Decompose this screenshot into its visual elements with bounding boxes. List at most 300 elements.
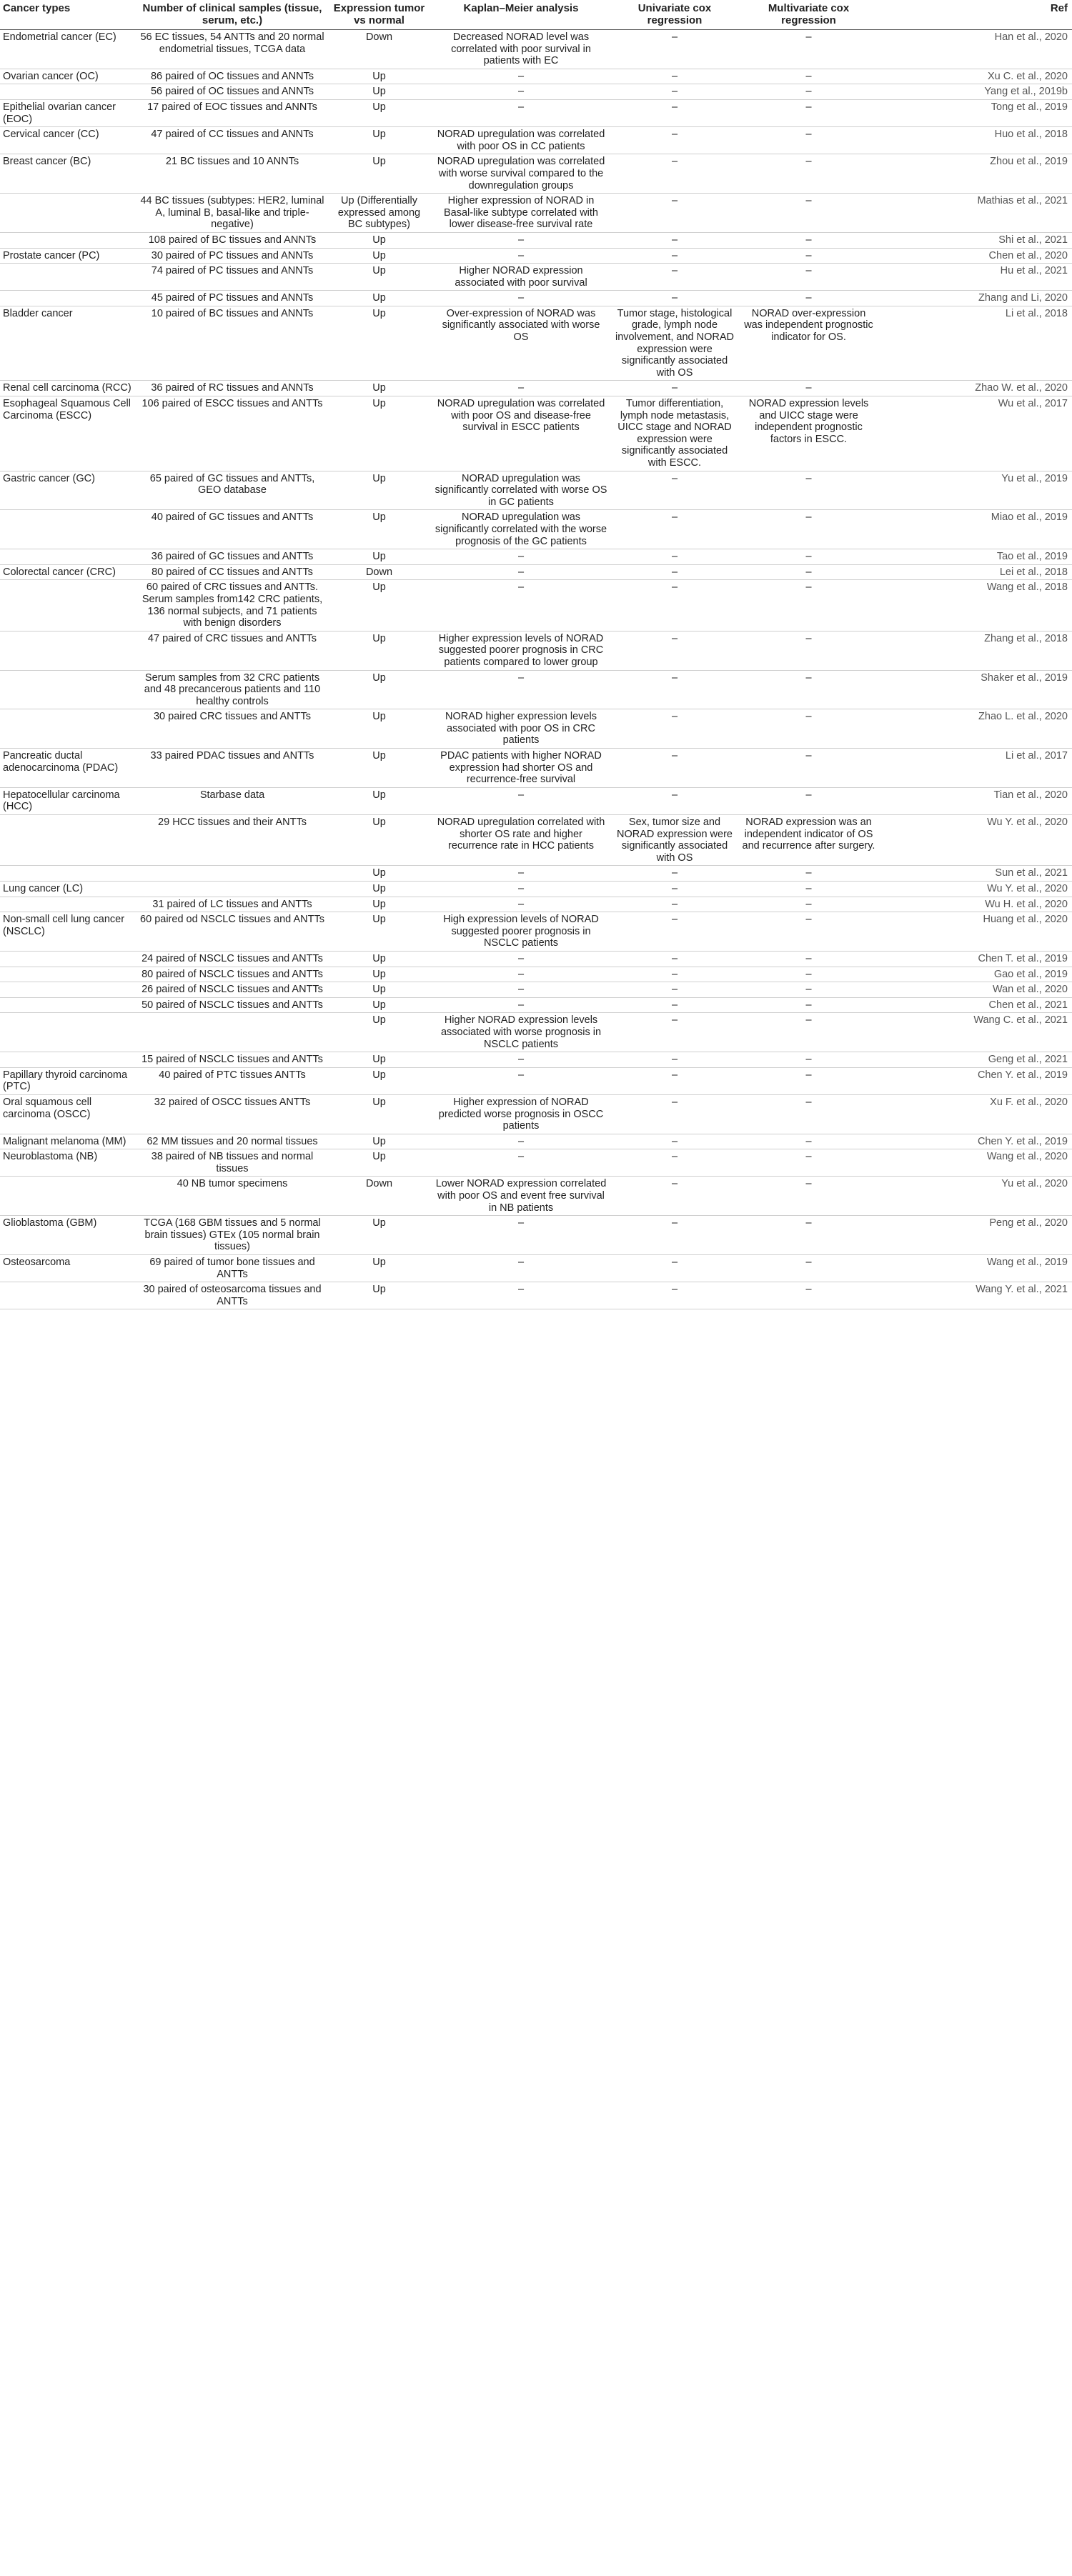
kaplan-meier-cell: – bbox=[431, 381, 611, 396]
ref-cell: Shaker et al., 2019 bbox=[879, 670, 1072, 709]
cancer-type-cell bbox=[0, 997, 137, 1013]
multivariate-cox-cell: – bbox=[738, 471, 879, 510]
expression-cell: Up bbox=[327, 709, 431, 749]
kaplan-meier-cell: NORAD higher expression levels associated with poor OS in CRC patients bbox=[431, 709, 611, 749]
table-row bbox=[0, 1134, 1072, 1149]
kaplan-meier-cell: Higher expression levels of NORAD suggested poorer prognosis in CRC patients compared to lower group bbox=[431, 631, 611, 670]
univariate-cox-cell: Tumor differentiation, lymph node metastasis, UICC stage and NORAD expression were significantly associated with ESCC. bbox=[611, 396, 738, 471]
clinical-samples-cell: 106 paired of ESCC tissues and ANTTs bbox=[137, 396, 327, 471]
table-row bbox=[0, 882, 1072, 897]
expression-cell: Up bbox=[327, 982, 431, 998]
cancer-type-cell: Endometrial cancer (EC) bbox=[0, 30, 137, 69]
table-row bbox=[0, 897, 1072, 912]
header-multivariate-cox: Multivariate cox regression bbox=[738, 0, 879, 30]
table-row bbox=[0, 997, 1072, 1013]
clinical-samples-cell: Serum samples from 32 CRC patients and 48 precancerous patients and 110 healthy controls bbox=[137, 670, 327, 709]
kaplan-meier-cell: – bbox=[431, 232, 611, 248]
cancer-type-cell bbox=[0, 815, 137, 866]
cancer-type-cell bbox=[0, 951, 137, 967]
multivariate-cox-cell: – bbox=[738, 1094, 879, 1134]
expression-cell: Up bbox=[327, 1149, 431, 1177]
ref-cell: Wu Y. et al., 2020 bbox=[879, 815, 1072, 866]
multivariate-cox-cell: – bbox=[738, 84, 879, 100]
expression-cell: Up bbox=[327, 306, 431, 381]
kaplan-meier-cell: – bbox=[431, 248, 611, 264]
ref-cell: Shi et al., 2021 bbox=[879, 232, 1072, 248]
expression-cell: Up bbox=[327, 381, 431, 396]
kaplan-meier-cell: Lower NORAD expression correlated with poor OS and event free survival in NB patients bbox=[431, 1177, 611, 1216]
kaplan-meier-cell: NORAD upregulation was significantly correlated with worse OS in GC patients bbox=[431, 471, 611, 510]
multivariate-cox-cell: – bbox=[738, 967, 879, 982]
ref-cell: Miao et al., 2019 bbox=[879, 510, 1072, 549]
table-row bbox=[0, 127, 1072, 154]
expression-cell: Up bbox=[327, 670, 431, 709]
multivariate-cox-cell: – bbox=[738, 787, 879, 814]
kaplan-meier-cell: – bbox=[431, 787, 611, 814]
univariate-cox-cell: – bbox=[611, 967, 738, 982]
expression-cell: Up bbox=[327, 1216, 431, 1255]
cancer-type-cell: Glioblastoma (GBM) bbox=[0, 1216, 137, 1255]
clinical-samples-cell: 74 paired of PC tissues and ANNTs bbox=[137, 264, 327, 291]
cancer-type-cell bbox=[0, 510, 137, 549]
univariate-cox-cell: – bbox=[611, 1013, 738, 1052]
table-row bbox=[0, 1282, 1072, 1309]
multivariate-cox-cell: – bbox=[738, 997, 879, 1013]
expression-cell: Up bbox=[327, 1013, 431, 1052]
clinical-samples-cell: 17 paired of EOC tissues and ANNTs bbox=[137, 99, 327, 126]
multivariate-cox-cell: – bbox=[738, 631, 879, 670]
clinical-samples-cell: 40 paired of GC tissues and ANTTs bbox=[137, 510, 327, 549]
univariate-cox-cell: – bbox=[611, 1067, 738, 1094]
clinical-samples-cell: 62 MM tissues and 20 normal tissues bbox=[137, 1134, 327, 1149]
kaplan-meier-cell: – bbox=[431, 670, 611, 709]
multivariate-cox-cell: – bbox=[738, 1134, 879, 1149]
cancer-type-cell: Renal cell carcinoma (RCC) bbox=[0, 381, 137, 396]
ref-cell: Mathias et al., 2021 bbox=[879, 194, 1072, 233]
univariate-cox-cell: – bbox=[611, 1177, 738, 1216]
multivariate-cox-cell: – bbox=[738, 264, 879, 291]
cancer-type-cell bbox=[0, 1052, 137, 1068]
multivariate-cox-cell: – bbox=[738, 30, 879, 69]
multivariate-cox-cell: – bbox=[738, 127, 879, 154]
expression-cell: Up bbox=[327, 580, 431, 631]
ref-cell: Chen T. et al., 2019 bbox=[879, 951, 1072, 967]
cancer-type-cell bbox=[0, 1177, 137, 1216]
clinical-samples-cell: 38 paired of NB tissues and normal tissues bbox=[137, 1149, 327, 1177]
kaplan-meier-cell: PDAC patients with higher NORAD expression had shorter OS and recurrence-free survival bbox=[431, 749, 611, 788]
table-row bbox=[0, 951, 1072, 967]
cancer-type-cell: Malignant melanoma (MM) bbox=[0, 1134, 137, 1149]
table-row bbox=[0, 787, 1072, 814]
univariate-cox-cell: – bbox=[611, 897, 738, 912]
cancer-type-cell bbox=[0, 967, 137, 982]
clinical-samples-cell: 31 paired of LC tissues and ANTTs bbox=[137, 897, 327, 912]
univariate-cox-cell: – bbox=[611, 866, 738, 882]
ref-cell: Hu et al., 2021 bbox=[879, 264, 1072, 291]
expression-cell: Up bbox=[327, 882, 431, 897]
multivariate-cox-cell: – bbox=[738, 154, 879, 194]
multivariate-cox-cell: – bbox=[738, 1177, 879, 1216]
cancer-type-cell: Osteosarcoma bbox=[0, 1255, 137, 1282]
cancer-type-cell: Lung cancer (LC) bbox=[0, 882, 137, 897]
ref-cell: Wu Y. et al., 2020 bbox=[879, 882, 1072, 897]
ref-cell: Tong et al., 2019 bbox=[879, 99, 1072, 126]
clinical-samples-cell: 40 NB tumor specimens bbox=[137, 1177, 327, 1216]
expression-cell: Up bbox=[327, 396, 431, 471]
header-cancer-types: Cancer types bbox=[0, 0, 137, 30]
multivariate-cox-cell: – bbox=[738, 1052, 879, 1068]
univariate-cox-cell: – bbox=[611, 1134, 738, 1149]
ref-cell: Tian et al., 2020 bbox=[879, 787, 1072, 814]
kaplan-meier-cell: – bbox=[431, 1216, 611, 1255]
header-expression: Expression tumor vs normal bbox=[327, 0, 431, 30]
expression-cell: Up bbox=[327, 69, 431, 84]
multivariate-cox-cell: – bbox=[738, 912, 879, 952]
ref-cell: Huang et al., 2020 bbox=[879, 912, 1072, 952]
cancer-type-cell bbox=[0, 1282, 137, 1309]
univariate-cox-cell: – bbox=[611, 1255, 738, 1282]
cancer-type-cell bbox=[0, 897, 137, 912]
ref-cell: Yu et al., 2020 bbox=[879, 1177, 1072, 1216]
expression-cell: Up bbox=[327, 1282, 431, 1309]
ref-cell: Li et al., 2018 bbox=[879, 306, 1072, 381]
kaplan-meier-cell: – bbox=[431, 866, 611, 882]
expression-cell: Up bbox=[327, 787, 431, 814]
univariate-cox-cell: – bbox=[611, 510, 738, 549]
multivariate-cox-cell: – bbox=[738, 1282, 879, 1309]
kaplan-meier-cell: – bbox=[431, 1149, 611, 1177]
cancer-type-cell: Gastric cancer (GC) bbox=[0, 471, 137, 510]
multivariate-cox-cell: – bbox=[738, 549, 879, 565]
clinical-samples-cell: 69 paired of tumor bone tissues and ANTTs bbox=[137, 1255, 327, 1282]
table-row bbox=[0, 815, 1072, 866]
expression-cell: Up bbox=[327, 1067, 431, 1094]
expression-cell: Up (Differentially expressed among BC subtypes) bbox=[327, 194, 431, 233]
clinical-samples-cell: 33 paired PDAC tissues and ANTTs bbox=[137, 749, 327, 788]
univariate-cox-cell: – bbox=[611, 99, 738, 126]
ref-cell: Yu et al., 2019 bbox=[879, 471, 1072, 510]
kaplan-meier-cell: Over-expression of NORAD was significantly associated with worse OS bbox=[431, 306, 611, 381]
multivariate-cox-cell: – bbox=[738, 69, 879, 84]
kaplan-meier-cell: – bbox=[431, 1067, 611, 1094]
kaplan-meier-cell: Decreased NORAD level was correlated with poor survival in patients with EC bbox=[431, 30, 611, 69]
header-univariate-cox: Univariate cox regression bbox=[611, 0, 738, 30]
clinical-samples-cell: 86 paired of OC tissues and ANNTs bbox=[137, 69, 327, 84]
cancer-type-cell: Prostate cancer (PC) bbox=[0, 248, 137, 264]
cancer-type-cell: Breast cancer (BC) bbox=[0, 154, 137, 194]
univariate-cox-cell: – bbox=[611, 69, 738, 84]
univariate-cox-cell: – bbox=[611, 982, 738, 998]
univariate-cox-cell: – bbox=[611, 154, 738, 194]
table-row bbox=[0, 1177, 1072, 1216]
multivariate-cox-cell: – bbox=[738, 1013, 879, 1052]
kaplan-meier-cell: – bbox=[431, 997, 611, 1013]
table-row bbox=[0, 866, 1072, 882]
clinical-samples-cell: 36 paired of GC tissues and ANTTs bbox=[137, 549, 327, 565]
kaplan-meier-cell: – bbox=[431, 1282, 611, 1309]
univariate-cox-cell: – bbox=[611, 709, 738, 749]
univariate-cox-cell: – bbox=[611, 1052, 738, 1068]
table-row bbox=[0, 194, 1072, 233]
table-row bbox=[0, 1094, 1072, 1134]
multivariate-cox-cell: – bbox=[738, 232, 879, 248]
clinical-samples-cell: 44 BC tissues (subtypes: HER2, luminal A, luminal B, basal-like and triple-negative) bbox=[137, 194, 327, 233]
table-row bbox=[0, 564, 1072, 580]
ref-cell: Chen et al., 2021 bbox=[879, 997, 1072, 1013]
ref-cell: Huo et al., 2018 bbox=[879, 127, 1072, 154]
clinical-samples-cell: 36 paired of RC tissues and ANNTs bbox=[137, 381, 327, 396]
kaplan-meier-cell: NORAD upregulation was correlated with poor OS in CC patients bbox=[431, 127, 611, 154]
table-row bbox=[0, 1255, 1072, 1282]
table-row bbox=[0, 1067, 1072, 1094]
expression-cell: Down bbox=[327, 564, 431, 580]
table-row bbox=[0, 510, 1072, 549]
multivariate-cox-cell: – bbox=[738, 564, 879, 580]
expression-cell: Up bbox=[327, 997, 431, 1013]
expression-cell: Down bbox=[327, 30, 431, 69]
table-row bbox=[0, 30, 1072, 69]
table-row bbox=[0, 264, 1072, 291]
ref-cell: Wu et al., 2017 bbox=[879, 396, 1072, 471]
cancer-type-cell: Bladder cancer bbox=[0, 306, 137, 381]
univariate-cox-cell: – bbox=[611, 749, 738, 788]
kaplan-meier-cell: – bbox=[431, 69, 611, 84]
table-row bbox=[0, 982, 1072, 998]
expression-cell: Up bbox=[327, 897, 431, 912]
clinical-samples-cell: 40 paired of PTC tissues ANTTs bbox=[137, 1067, 327, 1094]
clinical-samples-cell: 21 BC tissues and 10 ANNTs bbox=[137, 154, 327, 194]
expression-cell: Up bbox=[327, 1134, 431, 1149]
kaplan-meier-cell: High expression levels of NORAD suggested poorer prognosis in NSCLC patients bbox=[431, 912, 611, 952]
kaplan-meier-cell: – bbox=[431, 967, 611, 982]
clinical-samples-cell: 80 paired of NSCLC tissues and ANTTs bbox=[137, 967, 327, 982]
clinical-samples-cell: 60 paired of CRC tissues and ANTTs. Serum samples from142 CRC patients, 136 normal subjects, and 71 patients with benign disorders bbox=[137, 580, 327, 631]
univariate-cox-cell: – bbox=[611, 232, 738, 248]
expression-cell: Up bbox=[327, 1094, 431, 1134]
cancer-type-cell bbox=[0, 1013, 137, 1052]
ref-cell: Xu C. et al., 2020 bbox=[879, 69, 1072, 84]
table-row bbox=[0, 631, 1072, 670]
table-row bbox=[0, 749, 1072, 788]
ref-cell: Wang Y. et al., 2021 bbox=[879, 1282, 1072, 1309]
table-row bbox=[0, 1216, 1072, 1255]
univariate-cox-cell: – bbox=[611, 631, 738, 670]
expression-cell: Up bbox=[327, 866, 431, 882]
univariate-cox-cell: – bbox=[611, 670, 738, 709]
expression-cell: Down bbox=[327, 1177, 431, 1216]
univariate-cox-cell: – bbox=[611, 84, 738, 100]
expression-cell: Up bbox=[327, 1255, 431, 1282]
kaplan-meier-cell: – bbox=[431, 882, 611, 897]
cancer-type-cell bbox=[0, 264, 137, 291]
cancer-type-cell bbox=[0, 580, 137, 631]
cancer-type-cell: Neuroblastoma (NB) bbox=[0, 1149, 137, 1177]
clinical-samples-cell bbox=[137, 1013, 327, 1052]
clinical-samples-cell: 15 paired of NSCLC tissues and ANTTs bbox=[137, 1052, 327, 1068]
ref-cell: Chen Y. et al., 2019 bbox=[879, 1067, 1072, 1094]
cancer-type-cell bbox=[0, 232, 137, 248]
table-row bbox=[0, 306, 1072, 381]
kaplan-meier-cell: – bbox=[431, 1255, 611, 1282]
ref-cell: Wang et al., 2018 bbox=[879, 580, 1072, 631]
multivariate-cox-cell: – bbox=[738, 982, 879, 998]
cancer-type-cell: Non-small cell lung cancer (NSCLC) bbox=[0, 912, 137, 952]
multivariate-cox-cell: NORAD over-expression was independent prognostic indicator for OS. bbox=[738, 306, 879, 381]
table-row bbox=[0, 154, 1072, 194]
multivariate-cox-cell: – bbox=[738, 866, 879, 882]
expression-cell: Up bbox=[327, 967, 431, 982]
multivariate-cox-cell: – bbox=[738, 882, 879, 897]
kaplan-meier-cell: – bbox=[431, 564, 611, 580]
clinical-samples-cell: 29 HCC tissues and their ANTTs bbox=[137, 815, 327, 866]
ref-cell: Wang et al., 2020 bbox=[879, 1149, 1072, 1177]
univariate-cox-cell: – bbox=[611, 381, 738, 396]
univariate-cox-cell: – bbox=[611, 30, 738, 69]
clinical-samples-cell: 30 paired of PC tissues and ANNTs bbox=[137, 248, 327, 264]
multivariate-cox-cell: – bbox=[738, 1216, 879, 1255]
kaplan-meier-cell: – bbox=[431, 897, 611, 912]
table-row bbox=[0, 99, 1072, 126]
ref-cell: Chen Y. et al., 2019 bbox=[879, 1134, 1072, 1149]
kaplan-meier-cell: NORAD upregulation was correlated with worse survival compared to the downregulation groups bbox=[431, 154, 611, 194]
table-row bbox=[0, 291, 1072, 306]
kaplan-meier-cell: – bbox=[431, 580, 611, 631]
multivariate-cox-cell: – bbox=[738, 1149, 879, 1177]
univariate-cox-cell: – bbox=[611, 787, 738, 814]
kaplan-meier-cell: – bbox=[431, 549, 611, 565]
kaplan-meier-cell: – bbox=[431, 982, 611, 998]
multivariate-cox-cell: – bbox=[738, 194, 879, 233]
cancer-type-cell bbox=[0, 631, 137, 670]
kaplan-meier-cell: Higher expression of NORAD predicted worse prognosis in OSCC patients bbox=[431, 1094, 611, 1134]
cancer-type-cell bbox=[0, 670, 137, 709]
expression-cell: Up bbox=[327, 631, 431, 670]
ref-cell: Wang C. et al., 2021 bbox=[879, 1013, 1072, 1052]
univariate-cox-cell: – bbox=[611, 997, 738, 1013]
univariate-cox-cell: – bbox=[611, 882, 738, 897]
clinical-samples-cell: TCGA (168 GBM tissues and 5 normal brain tissues) GTEx (105 normal brain tissues) bbox=[137, 1216, 327, 1255]
ref-cell: Han et al., 2020 bbox=[879, 30, 1072, 69]
univariate-cox-cell: – bbox=[611, 1216, 738, 1255]
table-row bbox=[0, 670, 1072, 709]
header-clinical-samples: Number of clinical samples (tissue, serum, etc.) bbox=[137, 0, 327, 30]
ref-cell: Zhou et al., 2019 bbox=[879, 154, 1072, 194]
table-row bbox=[0, 580, 1072, 631]
ref-cell: Peng et al., 2020 bbox=[879, 1216, 1072, 1255]
cancer-type-cell: Pancreatic ductal adenocarcinoma (PDAC) bbox=[0, 749, 137, 788]
ref-cell: Geng et al., 2021 bbox=[879, 1052, 1072, 1068]
univariate-cox-cell: – bbox=[611, 564, 738, 580]
cancer-type-cell: Hepatocellular carcinoma (HCC) bbox=[0, 787, 137, 814]
kaplan-meier-cell: – bbox=[431, 84, 611, 100]
kaplan-meier-cell: NORAD upregulation was correlated with poor OS and disease-free survival in ESCC patients bbox=[431, 396, 611, 471]
expression-cell: Up bbox=[327, 154, 431, 194]
cancer-type-cell: Papillary thyroid carcinoma (PTC) bbox=[0, 1067, 137, 1094]
clinical-samples-cell: 47 paired of CC tissues and ANNTs bbox=[137, 127, 327, 154]
clinical-samples-cell: 60 paired od NSCLC tissues and ANTTs bbox=[137, 912, 327, 952]
expression-cell: Up bbox=[327, 84, 431, 100]
kaplan-meier-cell: – bbox=[431, 291, 611, 306]
ref-cell: Lei et al., 2018 bbox=[879, 564, 1072, 580]
table-row bbox=[0, 232, 1072, 248]
multivariate-cox-cell: – bbox=[738, 248, 879, 264]
table-row bbox=[0, 967, 1072, 982]
ref-cell: Zhang and Li, 2020 bbox=[879, 291, 1072, 306]
multivariate-cox-cell: – bbox=[738, 99, 879, 126]
univariate-cox-cell: – bbox=[611, 951, 738, 967]
multivariate-cox-cell: – bbox=[738, 580, 879, 631]
multivariate-cox-cell: – bbox=[738, 291, 879, 306]
kaplan-meier-cell: Higher expression of NORAD in Basal-like subtype correlated with lower disease-free survival rate bbox=[431, 194, 611, 233]
clinical-samples-cell: 50 paired of NSCLC tissues and ANTTs bbox=[137, 997, 327, 1013]
ref-cell: Yang et al., 2019b bbox=[879, 84, 1072, 100]
clinical-samples-cell bbox=[137, 866, 327, 882]
cancer-type-cell: Oral squamous cell carcinoma (OSCC) bbox=[0, 1094, 137, 1134]
multivariate-cox-cell: NORAD expression levels and UICC stage were independent prognostic factors in ESCC. bbox=[738, 396, 879, 471]
expression-cell: Up bbox=[327, 510, 431, 549]
cancer-type-cell bbox=[0, 709, 137, 749]
kaplan-meier-cell: NORAD upregulation correlated with shorter OS rate and higher recurrence rate in HCC patients bbox=[431, 815, 611, 866]
table-row bbox=[0, 381, 1072, 396]
univariate-cox-cell: Sex, tumor size and NORAD expression were significantly associated with OS bbox=[611, 815, 738, 866]
table-row bbox=[0, 1013, 1072, 1052]
univariate-cox-cell: – bbox=[611, 248, 738, 264]
ref-cell: Gao et al., 2019 bbox=[879, 967, 1072, 982]
clinical-samples-cell: 30 paired of osteosarcoma tissues and ANTTs bbox=[137, 1282, 327, 1309]
cancer-type-cell bbox=[0, 982, 137, 998]
multivariate-cox-cell: – bbox=[738, 1067, 879, 1094]
multivariate-cox-cell: – bbox=[738, 510, 879, 549]
kaplan-meier-cell: NORAD upregulation was significantly correlated with the worse prognosis of the GC patients bbox=[431, 510, 611, 549]
expression-cell: Up bbox=[327, 127, 431, 154]
clinical-samples-cell: 24 paired of NSCLC tissues and ANTTs bbox=[137, 951, 327, 967]
clinical-samples-cell: 30 paired CRC tissues and ANTTs bbox=[137, 709, 327, 749]
clinical-samples-cell: 26 paired of NSCLC tissues and ANTTs bbox=[137, 982, 327, 998]
ref-cell: Li et al., 2017 bbox=[879, 749, 1072, 788]
univariate-cox-cell: – bbox=[611, 549, 738, 565]
multivariate-cox-cell: NORAD expression was an independent indicator of OS and recurrence after surgery. bbox=[738, 815, 879, 866]
expression-cell: Up bbox=[327, 471, 431, 510]
multivariate-cox-cell: – bbox=[738, 1255, 879, 1282]
table-row bbox=[0, 549, 1072, 565]
ref-cell: Sun et al., 2021 bbox=[879, 866, 1072, 882]
clinical-samples-cell: 47 paired of CRC tissues and ANTTs bbox=[137, 631, 327, 670]
expression-cell: Up bbox=[327, 749, 431, 788]
cancer-type-cell bbox=[0, 866, 137, 882]
multivariate-cox-cell: – bbox=[738, 749, 879, 788]
expression-cell: Up bbox=[327, 248, 431, 264]
expression-cell: Up bbox=[327, 912, 431, 952]
table-row bbox=[0, 471, 1072, 510]
ref-cell: Zhang et al., 2018 bbox=[879, 631, 1072, 670]
univariate-cox-cell: – bbox=[611, 1149, 738, 1177]
cancer-type-cell: Ovarian cancer (OC) bbox=[0, 69, 137, 84]
univariate-cox-cell: – bbox=[611, 1282, 738, 1309]
clinical-samples-cell: 108 paired of BC tissues and ANNTs bbox=[137, 232, 327, 248]
expression-cell: Up bbox=[327, 951, 431, 967]
ref-cell: Zhao L. et al., 2020 bbox=[879, 709, 1072, 749]
univariate-cox-cell: – bbox=[611, 291, 738, 306]
ref-cell: Chen et al., 2020 bbox=[879, 248, 1072, 264]
table-row bbox=[0, 912, 1072, 952]
header-row bbox=[0, 0, 1072, 30]
ref-cell: Tao et al., 2019 bbox=[879, 549, 1072, 565]
clinical-samples-cell bbox=[137, 882, 327, 897]
table-row bbox=[0, 84, 1072, 100]
expression-cell: Up bbox=[327, 291, 431, 306]
clinical-samples-cell: 80 paired of CC tissues and ANTTs bbox=[137, 564, 327, 580]
univariate-cox-cell: – bbox=[611, 194, 738, 233]
